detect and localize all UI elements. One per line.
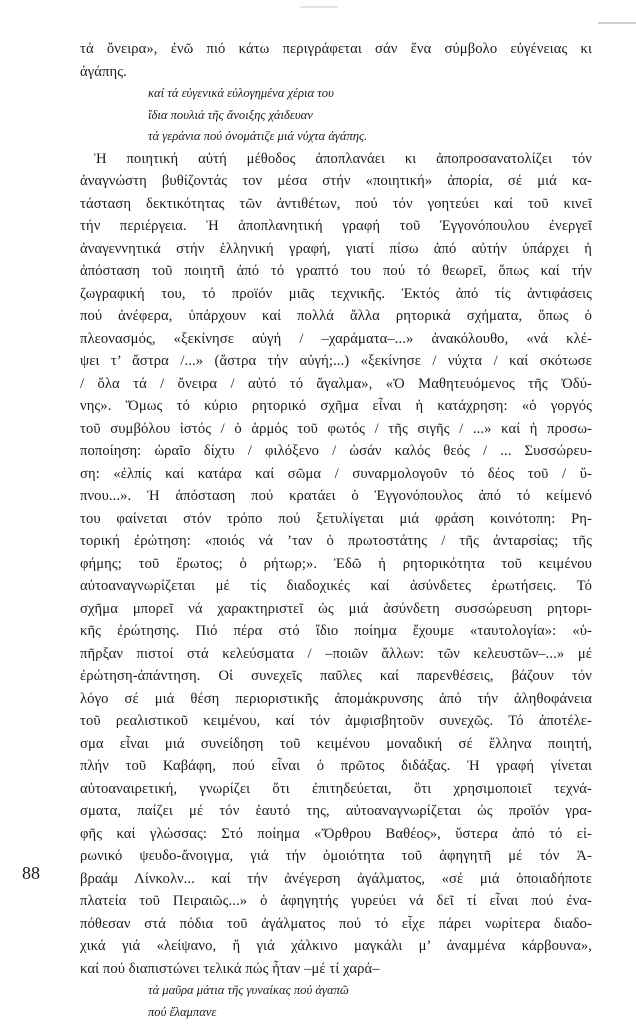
text-line: τήν περιέργεια. Ἡ ἀποπλανητική γραφή τοῦ Ἐγγονόπουλου ἐνεργεῖ <box>80 218 592 234</box>
text-line: τοῦ συμβόλου ἱστός / ὁ ἁρμός τοῦ φωτός / τῆς σιγῆς / ...» καί ἡ προσω- <box>80 420 592 437</box>
text-line: ἀναγεννητικά στήν ἑλληνική γραφή, γιατί πίσω ἀπό αὐτήν ὑπάρχει ἡ <box>80 240 592 257</box>
verse-line: τά γεράνια πού ὀνομάτιζε μιά νύχτα ἀγάπης. <box>148 129 368 143</box>
scan-edge-mark <box>598 22 636 24</box>
text-line: σματα, παίζει μέ τόν ἑαυτό της, αὐτοαναγνωρίζεται ὡς προϊόν γρα- <box>80 803 592 819</box>
text-line: αὐτοαναιρετική, γνωρίζει ὅτι ἐπιτηδεύεται, ὅτι χρησιμοποιεῖ τεχνά- <box>80 780 592 797</box>
body-text <box>80 38 592 1023</box>
verse-line: ἴδια πουλιά τῆς ἄνοιξης χάιδευαν <box>148 107 313 122</box>
text-line: κῆς ἐρώτησης. Πιό πέρα στό ἴδιο ποίημα ἔχουμε «ταυτολογία»: «ὑ- <box>80 623 592 639</box>
text-line: πλήν τοῦ Καβάφη, πού εἶναι ὁ πρῶτος διδάξας. Ἡ γραφή γίνεται <box>80 758 592 774</box>
text-line: πλεονασμός, «ξεκίνησε αὐγή / –χαράματα–...» ἀνακόλουθο, «νά κλέ- <box>80 330 592 347</box>
page-number: 88 <box>22 863 40 883</box>
text-line: / ὅλα τά / ὄνειρα / αὐτό τό ἄγαλμα», «Ὁ Μαθητευόμενος τῆς Ὀδύ- <box>80 375 592 392</box>
paragraph-first-line: Ἡ ποιητική αὐτή μέθοδος ἀποπλανάει κι ἀποπροσανατολίζει τόν <box>94 150 592 167</box>
text-line: ἀναγνώστη βυθίζοντάς τον μέσα στήν «ποιητική» ἀπορία, σέ μιά κα- <box>80 173 592 189</box>
text-line: πόθεσαν στά πόδια τοῦ ἀγάλματος πού τό εἶχε πάρει νωρίτερα διαδο- <box>80 915 592 932</box>
paragraph-last-line: ἀγάπης. <box>80 63 127 80</box>
text-line: ποποίηση: ὡραῖο δίχτυ / φιλόξενο / ὡσάν καλός θεός / ... Συσσώρευ- <box>80 443 592 459</box>
text-line: σμα εἶναι μιά συνείδηση τοῦ κειμένου μοναδική σέ ἕλληνα ποιητή, <box>80 735 592 752</box>
text-line: πῆρξαν πιστοί στά κελεύσματα / –ποιῶν ἄλλων: τῶν κελευστῶν–...» μέ <box>80 645 592 662</box>
text-line: σχῆμα μπορεῖ νά χαρακτηριστεῖ ὡς μιά ἀσύνδετη συσσώρευση ρητορι- <box>80 600 592 617</box>
paragraph-last-line: καί πού διαπιστώνει τελικά πώς ἦταν –μέ τί χαρά– <box>80 960 380 977</box>
text-line: ἀπόσταση τοῦ ποιητῆ ἀπό τό γραπτό του πού τό θεωρεῖ, ὅπως καί τήν <box>80 263 592 279</box>
text-line: πνου...». Ἡ ἀπόσταση πού κρατάει ὁ Ἐγγονόπουλος ἀπό τό κείμενό <box>80 488 592 504</box>
text-line: τάσταση δεκτικότητας τῶν ἀντιθέτων, πού τόν γοητεύει καί τοῦ κινεῖ <box>80 195 592 212</box>
text-line: πού ἀνέφερα, ὑπάρχουν καί πολλά ἄλλα ρητορικά σχήματα, ὅπως ὁ <box>80 308 592 324</box>
verse-line: πού ἔλαμπανε <box>148 1004 217 1019</box>
text-line: χικά γιά «λείψανο, ἤ γιά χάλκινο μαγκάλι μ’ ἀναμμένα κάρβουνα», <box>80 938 592 954</box>
text-line: ἐρώτηση-ἀπάντηση. Οἱ συνεχεῖς παῦλες καί παρενθέσεις, βάζουν τόν <box>80 668 592 684</box>
verse-line: τά μαῦρα μάτια τῆς γυναίκας πού ἀγαπῶ <box>148 983 349 997</box>
text-line: ση: «ἐλπίς καί κατάρα καί σῶμα / συναρμολογοῦν τό δέος τοῦ / ὕ- <box>80 465 592 482</box>
text-line: αὐτοαναγνωρίζεται μέ τίς διαδοχικές καί ἀσύνδετες ἐρωτήσεις. Τό <box>80 578 592 594</box>
text-line: φῆς καί γλώσσας: Στό ποίημα «Ὄρθρου Βαθέος», ὕστερα ἀπό τό εἰ- <box>80 825 592 842</box>
verse-line: καί τά εὐγενικά εὐλογημένα χέρια του <box>148 86 334 100</box>
text-line: τορική ἐρώτηση: «ποιός νά ’ταν ὁ πρωτοστάτης / τῆς ἀνταρσίας; τῆς <box>80 533 592 549</box>
text-line: λόγο σέ μιά θέση περιοριστικῆς ἀπομάκρυνσης ἀπό τήν ἀληθοφάνεια <box>80 690 592 707</box>
text-line: ψει τ’ ἄστρα /...» (ἄστρα τήν αὐγή;...) «ξεκίνησε / νύχτα / καί σκότωσε <box>80 353 592 369</box>
text-line: του φαίνεται στόν τρόπο πού ξετυλίγεται μιά φράση κοινότοπη: Ρη- <box>80 510 592 527</box>
text-line: τοῦ ρεαλιστικοῦ κειμένου, καί τόν ἀμφισβητοῦν συνεχῶς. Τό ἀποτέλε- <box>80 713 592 729</box>
text-line: νης». Ὅμως τό κύριο ρητορικό σχῆμα εἶναι ἡ κατάχρηση: «ὁ γοργός <box>80 398 592 414</box>
text-line: τά ὄνειρα», ἐνῶ πιό κάτω περιγράφεται σάν ἕνα σύμβολο εὐγένειας κι <box>80 41 592 57</box>
scan-edge-mark <box>300 6 338 8</box>
text-line: φήμης; τοῦ ἔρωτος; ὁ ρήτωρ;». Ἐδῶ ἡ ρητορικότητα τοῦ κειμένου <box>80 555 592 572</box>
text-line: πλατεία τοῦ Πειραιῶς...» ὁ ἀφηγητής γυρεύει νά δεῖ τί εἶναι πού ἐνα- <box>80 893 592 909</box>
text-line: ρωνικό ψευδο-ἄνοιγμα, γιά τήν ὁμοιότητα τοῦ ἀφηγητῆ μέ τόν Ἀ- <box>80 848 592 864</box>
text-line: ζωγραφική του, τό προϊόν μιᾶς τεχνικῆς. Ἐκτός ἀπό τίς ἀντιφάσεις <box>80 285 592 302</box>
text-line: βραάμ Λίνκολν... καί τήν ἀνέγερση ἀγάλματος, «σέ μιά ὁποιαδήποτε <box>80 870 592 887</box>
